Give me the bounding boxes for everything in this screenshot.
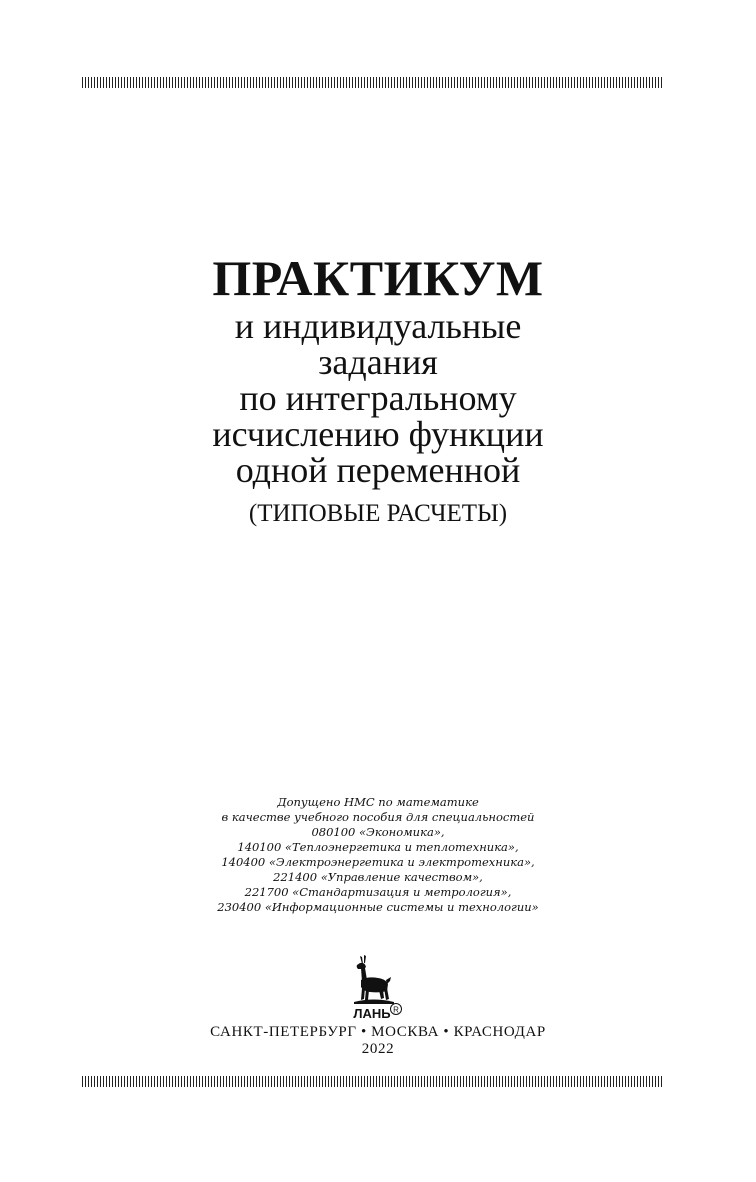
subtitle-line: задания — [318, 342, 438, 382]
subtitle-line: одной переменной — [235, 450, 521, 490]
page-title: ПРАКТИКУМ — [212, 250, 544, 306]
approval-line: 140100 «Теплоэнергетика и теплотехника», — [237, 840, 519, 854]
approval-line: 221700 «Стандартизация и метрология», — [244, 885, 512, 899]
subtitle-line: и индивидуальные — [234, 306, 522, 346]
bottom-decorative-rule — [82, 1076, 663, 1087]
subtitle — [0, 308, 756, 488]
top-decorative-rule — [82, 77, 663, 88]
subtitle-line: по интегральному — [239, 378, 517, 418]
approval-line: в качестве учебного пособия для специальностей — [221, 810, 535, 824]
approval-line: 230400 «Информационные системы и технологии» — [217, 900, 539, 914]
approval-line: 221400 «Управление качеством», — [273, 870, 483, 884]
deer-logo-icon — [346, 954, 406, 1024]
approval-line: 080100 «Экономика», — [311, 825, 445, 839]
approval-line: 140400 «Электроэнергетика и электротехника», — [221, 855, 535, 869]
publisher-cities: САНКТ-ПЕТЕРБУРГ • МОСКВА • КРАСНОДАР — [210, 1024, 546, 1040]
approval-line: Допущено НМС по математике — [277, 795, 479, 809]
publisher-logo — [346, 954, 406, 1024]
publication-year: 2022 — [361, 1041, 395, 1057]
approval-notice — [0, 795, 756, 915]
subtitle-line: исчислению функции — [212, 414, 544, 454]
logo-text: ЛАНЬ — [353, 1006, 391, 1021]
registered-mark: R — [393, 1005, 399, 1015]
series-label: (ТИПОВЫЕ РАСЧЕТЫ) — [248, 500, 508, 527]
title-block — [0, 248, 756, 529]
